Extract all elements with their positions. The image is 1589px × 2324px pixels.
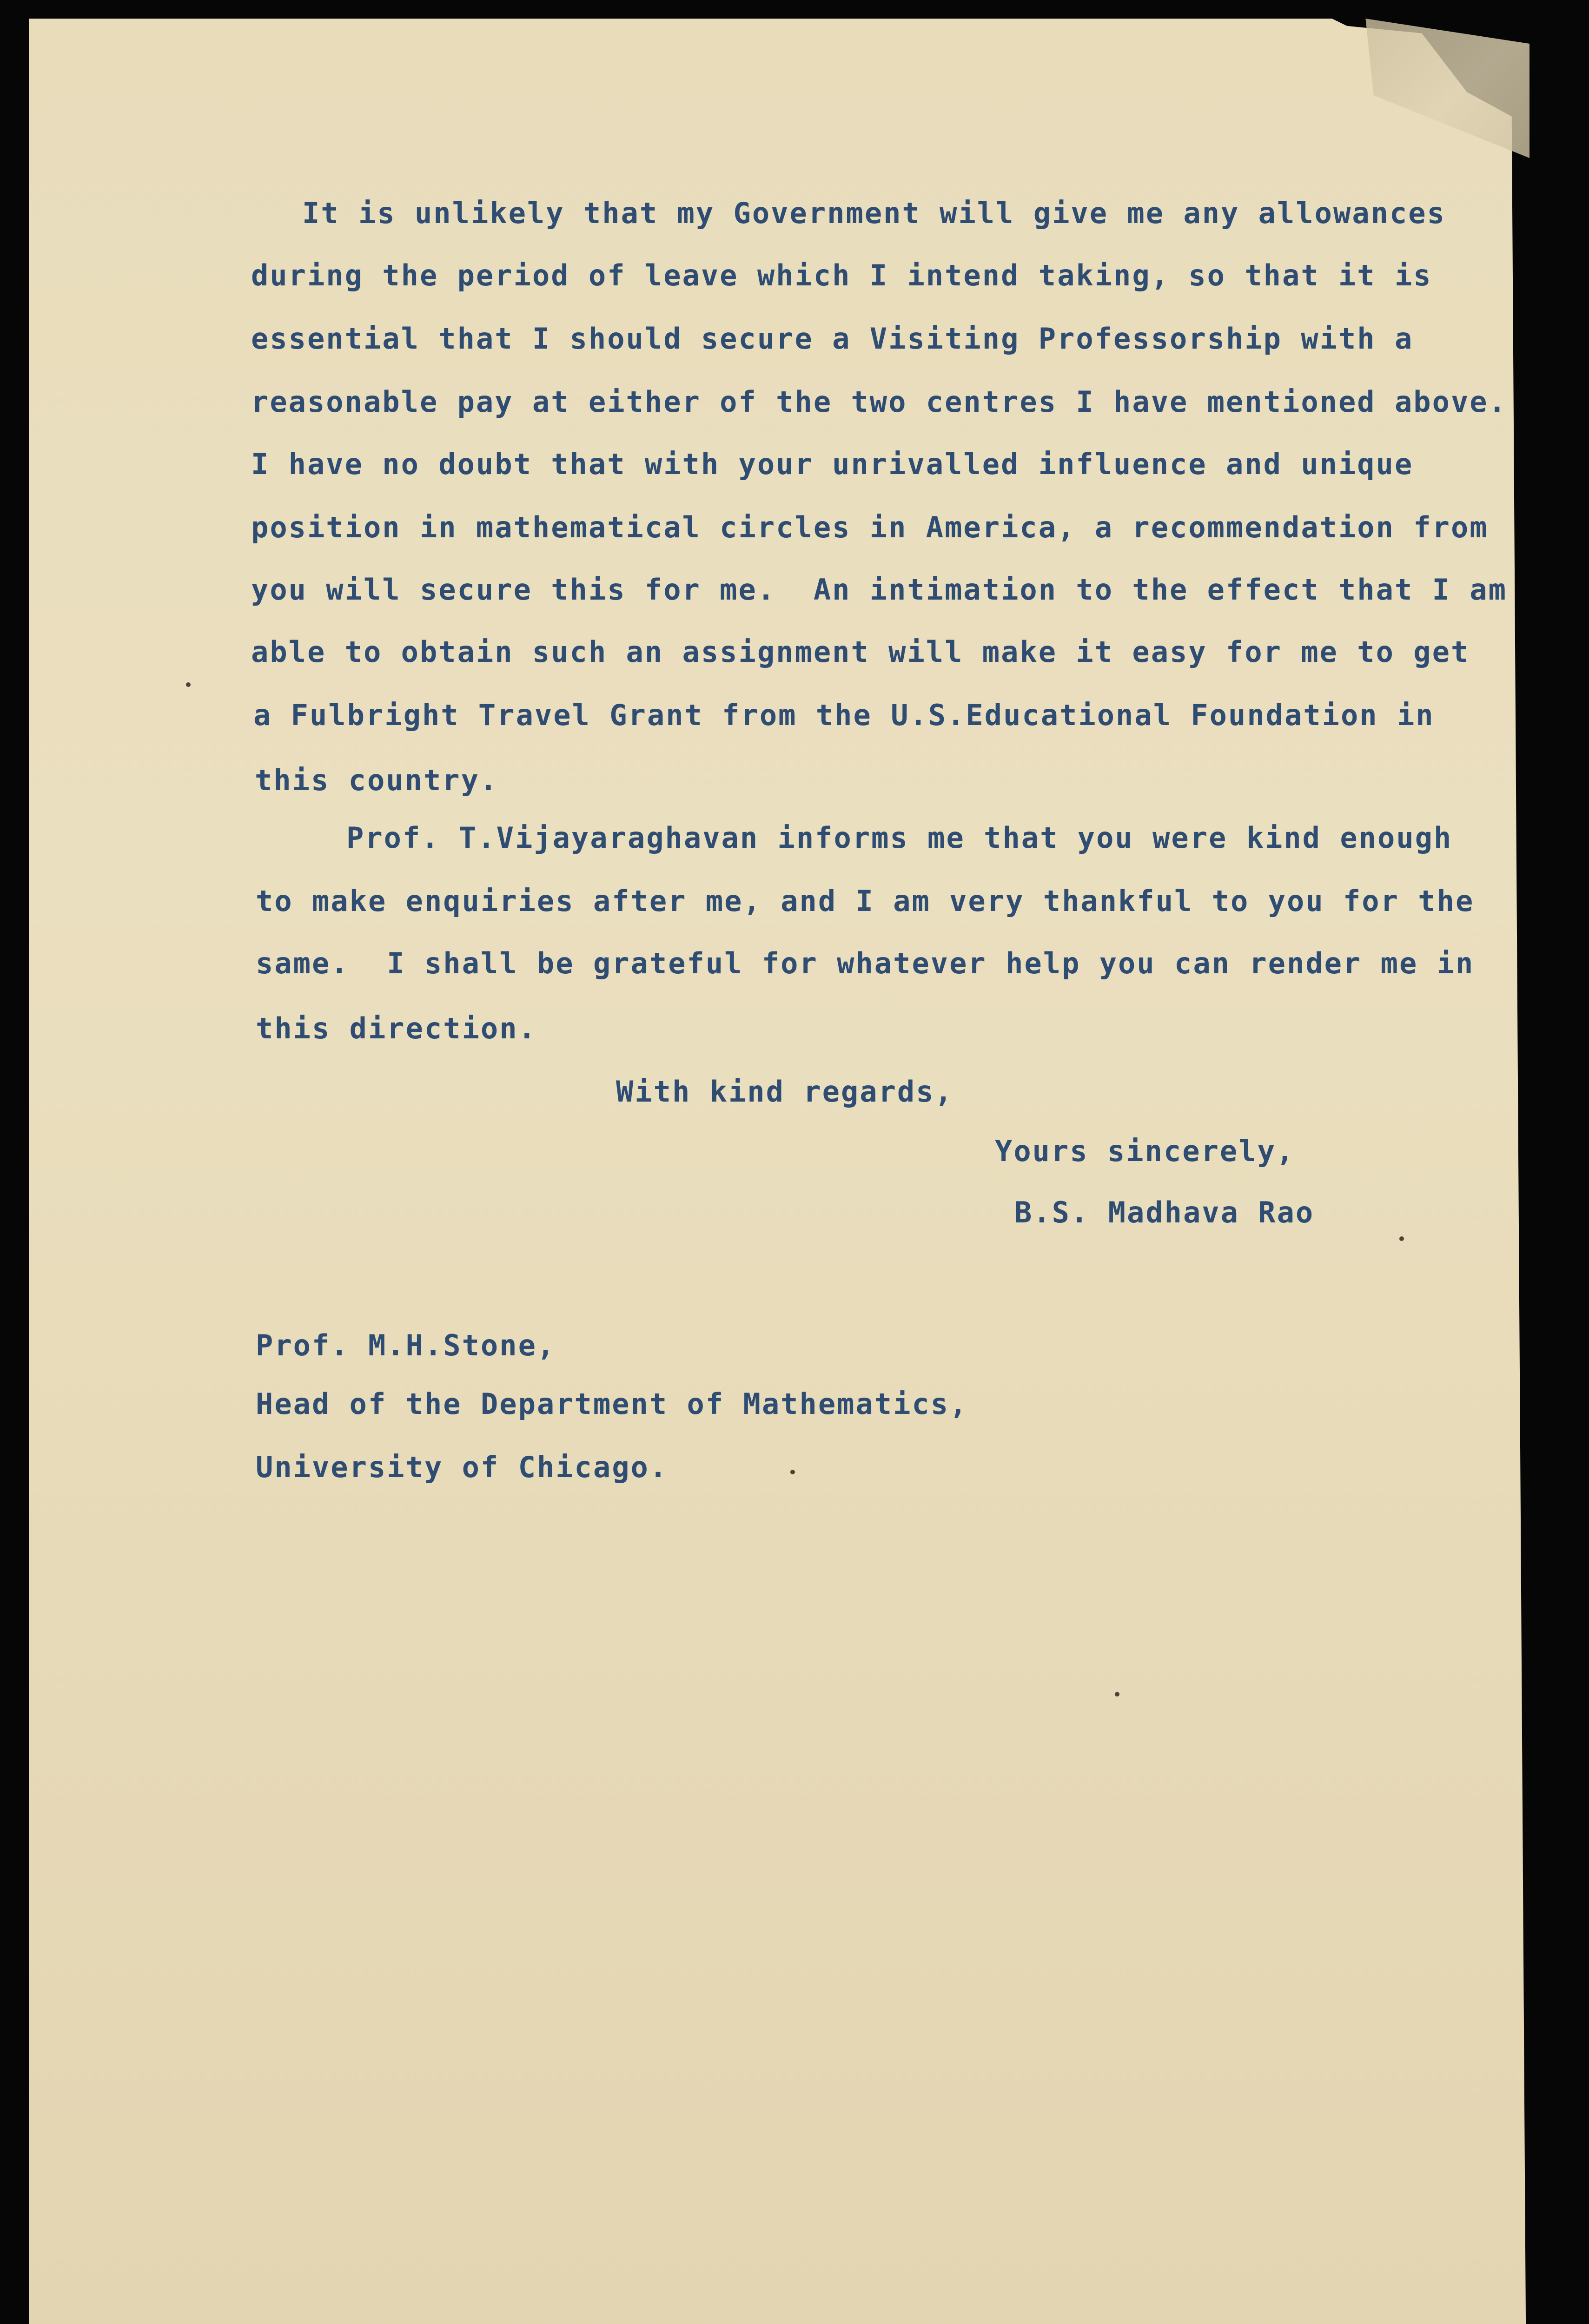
body-line: able to obtain such an assignment will make it easy for me to get — [251, 635, 1470, 669]
valediction: Yours sincerely, — [995, 1134, 1295, 1168]
addressee-institution: University of Chicago. — [256, 1450, 669, 1484]
addressee-name: Prof. M.H.Stone, — [256, 1328, 556, 1362]
body-line: to make enquiries after me, and I am very thankful to you for the — [256, 884, 1475, 918]
paper-speck — [790, 1470, 795, 1474]
addressee-title: Head of the Department of Mathematics, — [256, 1387, 968, 1421]
paper-speck — [186, 682, 191, 687]
body-line: essential that I should secure a Visiting Professorship with a — [251, 322, 1414, 356]
paper-speck — [1399, 1236, 1404, 1241]
body-line: this country. — [255, 763, 499, 797]
signature: B.S. Madhava Rao — [1014, 1195, 1315, 1229]
body-line: position in mathematical circles in America, a recommendation from — [251, 510, 1489, 544]
closing: With kind regards, — [616, 1075, 953, 1109]
paper-speck — [1115, 1692, 1119, 1697]
body-line: I have no doubt that with your unrivalled influence and unique — [251, 447, 1414, 481]
body-line: reasonable pay at either of the two centres I have mentioned above. — [251, 385, 1507, 419]
body-line: a Fulbright Travel Grant from the U.S.Educational Foundation in — [253, 698, 1435, 732]
body-line: this direction. — [256, 1011, 537, 1045]
body-line: you will secure this for me. An intimation to the effect that I am — [251, 573, 1507, 607]
body-line: during the period of leave which I intend taking, so that it is — [251, 258, 1432, 292]
body-line: Prof. T.Vijayaraghavan informs me that you were kind enough — [346, 821, 1453, 855]
body-line: It is unlikely that my Government will give me any allowances — [302, 196, 1446, 230]
body-line: same. I shall be grateful for whatever help you can render me in — [256, 946, 1475, 980]
